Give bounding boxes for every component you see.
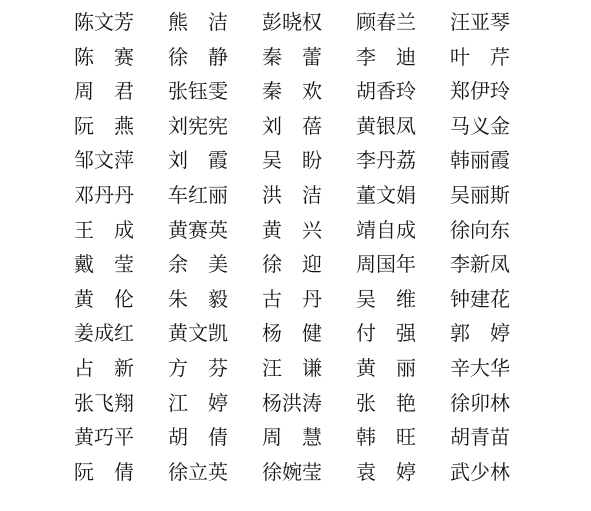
name-entry: 胡 倩 <box>168 425 228 449</box>
name-entry: 陈文芳 <box>74 10 134 34</box>
name-entry: 陈 赛 <box>74 45 134 69</box>
name-entry: 徐婉莹 <box>262 460 322 484</box>
name-entry: 王 成 <box>74 218 134 242</box>
name-entry: 黄文凯 <box>168 321 228 345</box>
name-entry: 朱 毅 <box>168 287 228 311</box>
name-entry: 顾春兰 <box>356 10 416 34</box>
name-entry: 周 慧 <box>262 425 322 449</box>
name-entry: 戴 莹 <box>74 252 134 276</box>
name-entry: 胡香玲 <box>356 79 416 103</box>
name-entry: 韩 旺 <box>356 425 416 449</box>
name-entry: 周 君 <box>74 79 134 103</box>
name-entry: 车红丽 <box>168 183 228 207</box>
name-entry: 黄 兴 <box>262 218 322 242</box>
name-entry: 刘 蓓 <box>262 114 322 138</box>
name-entry: 熊 洁 <box>168 10 228 34</box>
name-entry: 杨 健 <box>262 321 322 345</box>
name-entry: 徐 静 <box>168 45 228 69</box>
name-entry: 汪亚琴 <box>450 10 510 34</box>
name-entry: 董文娟 <box>356 183 416 207</box>
name-entry: 叶 芹 <box>450 45 510 69</box>
name-entry: 靖自成 <box>356 218 416 242</box>
name-entry: 占 新 <box>74 356 134 380</box>
name-entry: 江 婷 <box>168 391 228 415</box>
name-entry: 钟建花 <box>450 287 510 311</box>
name-entry: 李 迪 <box>356 45 416 69</box>
name-entry: 徐 迎 <box>262 252 322 276</box>
name-entry: 阮 燕 <box>74 114 134 138</box>
name-entry: 徐向东 <box>450 218 510 242</box>
name-entry: 辛大华 <box>450 356 510 380</box>
name-entry: 李丹荔 <box>356 148 416 172</box>
name-entry: 黄 丽 <box>356 356 416 380</box>
name-entry: 余 美 <box>168 252 228 276</box>
name-entry: 郭 婷 <box>450 321 510 345</box>
name-entry: 韩丽霞 <box>450 148 510 172</box>
name-entry: 汪 谦 <box>262 356 322 380</box>
name-entry: 黄 伦 <box>74 287 134 311</box>
name-entry: 郑伊玲 <box>450 79 510 103</box>
name-entry: 吴 维 <box>356 287 416 311</box>
name-entry: 阮 倩 <box>74 460 134 484</box>
name-entry: 付 强 <box>356 321 416 345</box>
name-entry: 袁 婷 <box>356 460 416 484</box>
name-entry: 秦 蕾 <box>262 45 322 69</box>
name-entry: 徐卯林 <box>450 391 510 415</box>
name-entry: 李新凤 <box>450 252 510 276</box>
name-entry: 马义金 <box>450 114 510 138</box>
name-entry: 周国年 <box>356 252 416 276</box>
name-entry: 黄赛英 <box>168 218 228 242</box>
name-entry: 邓丹丹 <box>74 183 134 207</box>
name-entry: 姜成红 <box>74 321 134 345</box>
name-entry: 胡青苗 <box>450 425 510 449</box>
name-entry: 吴丽斯 <box>450 183 510 207</box>
name-entry: 张 艳 <box>356 391 416 415</box>
name-entry: 武少林 <box>450 460 510 484</box>
name-entry: 秦 欢 <box>262 79 322 103</box>
name-entry: 彭晓权 <box>262 10 322 34</box>
name-entry: 洪 洁 <box>262 183 322 207</box>
name-entry: 徐立英 <box>168 460 228 484</box>
name-entry: 方 芬 <box>168 356 228 380</box>
name-entry: 刘 霞 <box>168 148 228 172</box>
name-entry: 吴 盼 <box>262 148 322 172</box>
name-entry: 邹文萍 <box>74 148 134 172</box>
name-entry: 张飞翔 <box>74 391 134 415</box>
name-entry: 古 丹 <box>262 287 322 311</box>
name-entry: 杨洪涛 <box>262 391 322 415</box>
name-entry: 刘宪宪 <box>168 114 228 138</box>
name-entry: 黄巧平 <box>74 425 134 449</box>
name-entry: 张钰雯 <box>168 79 228 103</box>
name-entry: 黄银凤 <box>356 114 416 138</box>
